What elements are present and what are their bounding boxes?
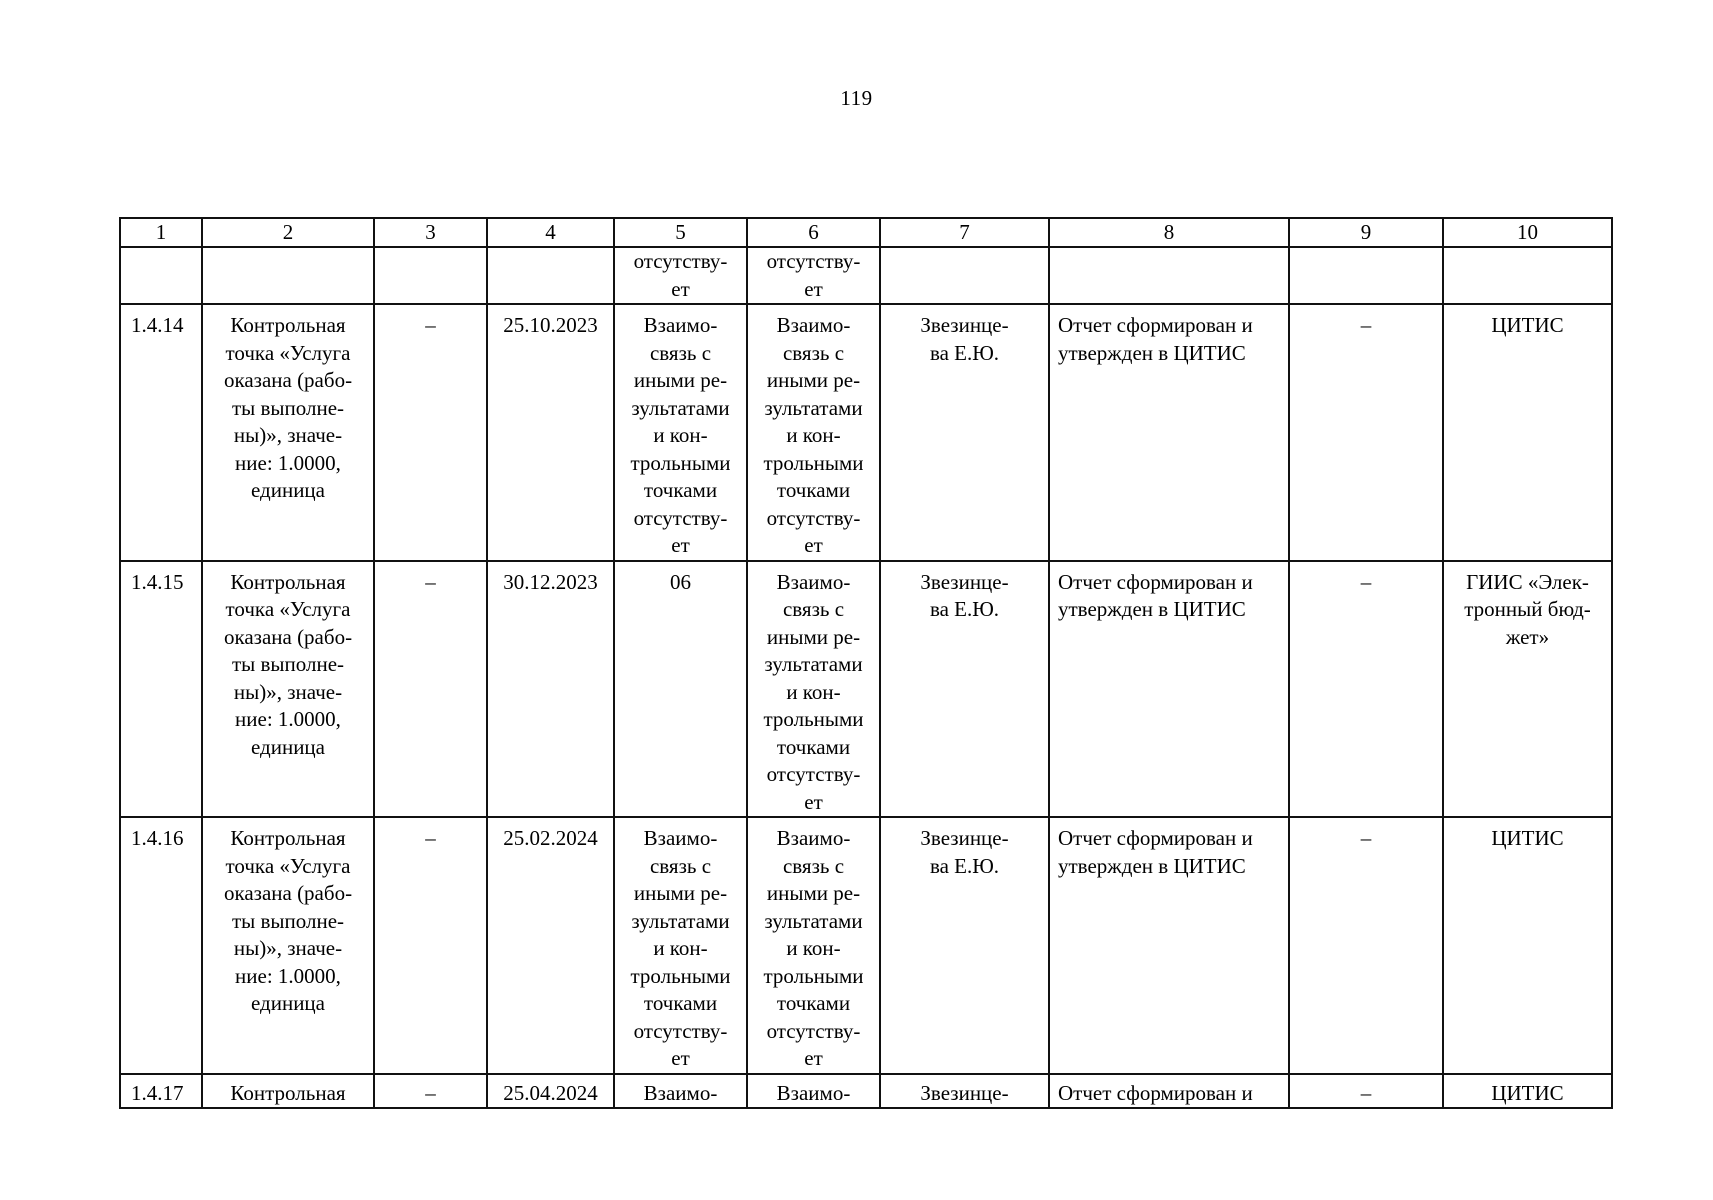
responsible-person: Звезинце- ва Е.Ю.: [880, 817, 1049, 1074]
item-number: 1.4.15: [120, 561, 202, 818]
table-cell: Взаимо- связь с иными ре- зультатами и кон- трольными точками отсутству- ет: [614, 304, 747, 561]
table-row: [120, 817, 1612, 1074]
table-cell: Взаимо- связь с иными ре- зультатами и кон- трольными точками отсутству- ет: [747, 561, 880, 818]
table-cell: [880, 247, 1049, 304]
information-system: ЦИТИС: [1443, 817, 1612, 1074]
table-cell: [1443, 247, 1612, 304]
information-system: ГИИС «Элек- тронный бюд- жет»: [1443, 561, 1612, 818]
table-cell: Взаимо- связь с иными ре- зультатами и кон- трольными точками отсутству- ет: [747, 304, 880, 561]
information-system: ЦИТИС: [1443, 1074, 1612, 1109]
responsible-person: Звезинце- ва Е.Ю.: [880, 304, 1049, 561]
item-date: 25.04.2024: [487, 1074, 614, 1109]
page-number: 119: [840, 86, 873, 110]
column-number: 6: [747, 218, 880, 247]
table-row: [120, 304, 1612, 561]
table-cell: Взаимо- связь с иными ре- зультатами и кон- трольными точками отсутству- ет: [614, 817, 747, 1074]
continuation-row: [120, 247, 1612, 304]
table-cell: –: [1289, 817, 1443, 1074]
column-number-row: [120, 218, 1612, 247]
item-name: Контрольная точка «Услуга оказана (рабо- ты выполне- ны)», значе- ние: 1.0000, единица: [202, 304, 374, 561]
control-points-table: [119, 217, 1613, 1109]
table-cell: –: [374, 561, 487, 818]
responsible-person: Звезинце-: [880, 1074, 1049, 1109]
column-number: 3: [374, 218, 487, 247]
column-number: 1: [120, 218, 202, 247]
column-number: 5: [614, 218, 747, 247]
item-date: 30.12.2023: [487, 561, 614, 818]
report-description: Отчет сформирован и утвержден в ЦИТИС: [1049, 304, 1289, 561]
table-row: [120, 561, 1612, 818]
table-cell: –: [374, 304, 487, 561]
item-number: 1.4.14: [120, 304, 202, 561]
item-name: Контрольная точка «Услуга оказана (рабо- ты выполне- ны)», значе- ние: 1.0000, единица: [202, 561, 374, 818]
report-description: Отчет сформирован и: [1049, 1074, 1289, 1109]
table-cell: Взаимо-: [747, 1074, 880, 1109]
column-number: 9: [1289, 218, 1443, 247]
table-cell: [487, 247, 614, 304]
table-cell: отсутству- ет: [614, 247, 747, 304]
table-cell: Взаимо-: [614, 1074, 747, 1109]
table-cell: [120, 247, 202, 304]
table-cell: 06: [614, 561, 747, 818]
table-cell: [1049, 247, 1289, 304]
column-number: 7: [880, 218, 1049, 247]
table-cell: –: [1289, 1074, 1443, 1109]
table-cell: отсутству- ет: [747, 247, 880, 304]
table-cell: Взаимо- связь с иными ре- зультатами и кон- трольными точками отсутству- ет: [747, 817, 880, 1074]
table-cell: –: [1289, 304, 1443, 561]
item-date: 25.10.2023: [487, 304, 614, 561]
report-description: Отчет сформирован и утвержден в ЦИТИС: [1049, 817, 1289, 1074]
table-cell: –: [374, 817, 487, 1074]
item-number: 1.4.16: [120, 817, 202, 1074]
table-cell: [374, 247, 487, 304]
item-date: 25.02.2024: [487, 817, 614, 1074]
item-name: Контрольная: [202, 1074, 374, 1109]
table-cell: [202, 247, 374, 304]
column-number: 10: [1443, 218, 1612, 247]
table-cell: –: [1289, 561, 1443, 818]
item-name: Контрольная точка «Услуга оказана (рабо- ты выполне- ны)», значе- ние: 1.0000, единица: [202, 817, 374, 1074]
column-number: 4: [487, 218, 614, 247]
report-description: Отчет сформирован и утвержден в ЦИТИС: [1049, 561, 1289, 818]
table-cell: [1289, 247, 1443, 304]
column-number: 2: [202, 218, 374, 247]
item-number: 1.4.17: [120, 1074, 202, 1109]
responsible-person: Звезинце- ва Е.Ю.: [880, 561, 1049, 818]
column-number: 8: [1049, 218, 1289, 247]
table-row: [120, 1074, 1612, 1109]
table-cell: –: [374, 1074, 487, 1109]
information-system: ЦИТИС: [1443, 304, 1612, 561]
